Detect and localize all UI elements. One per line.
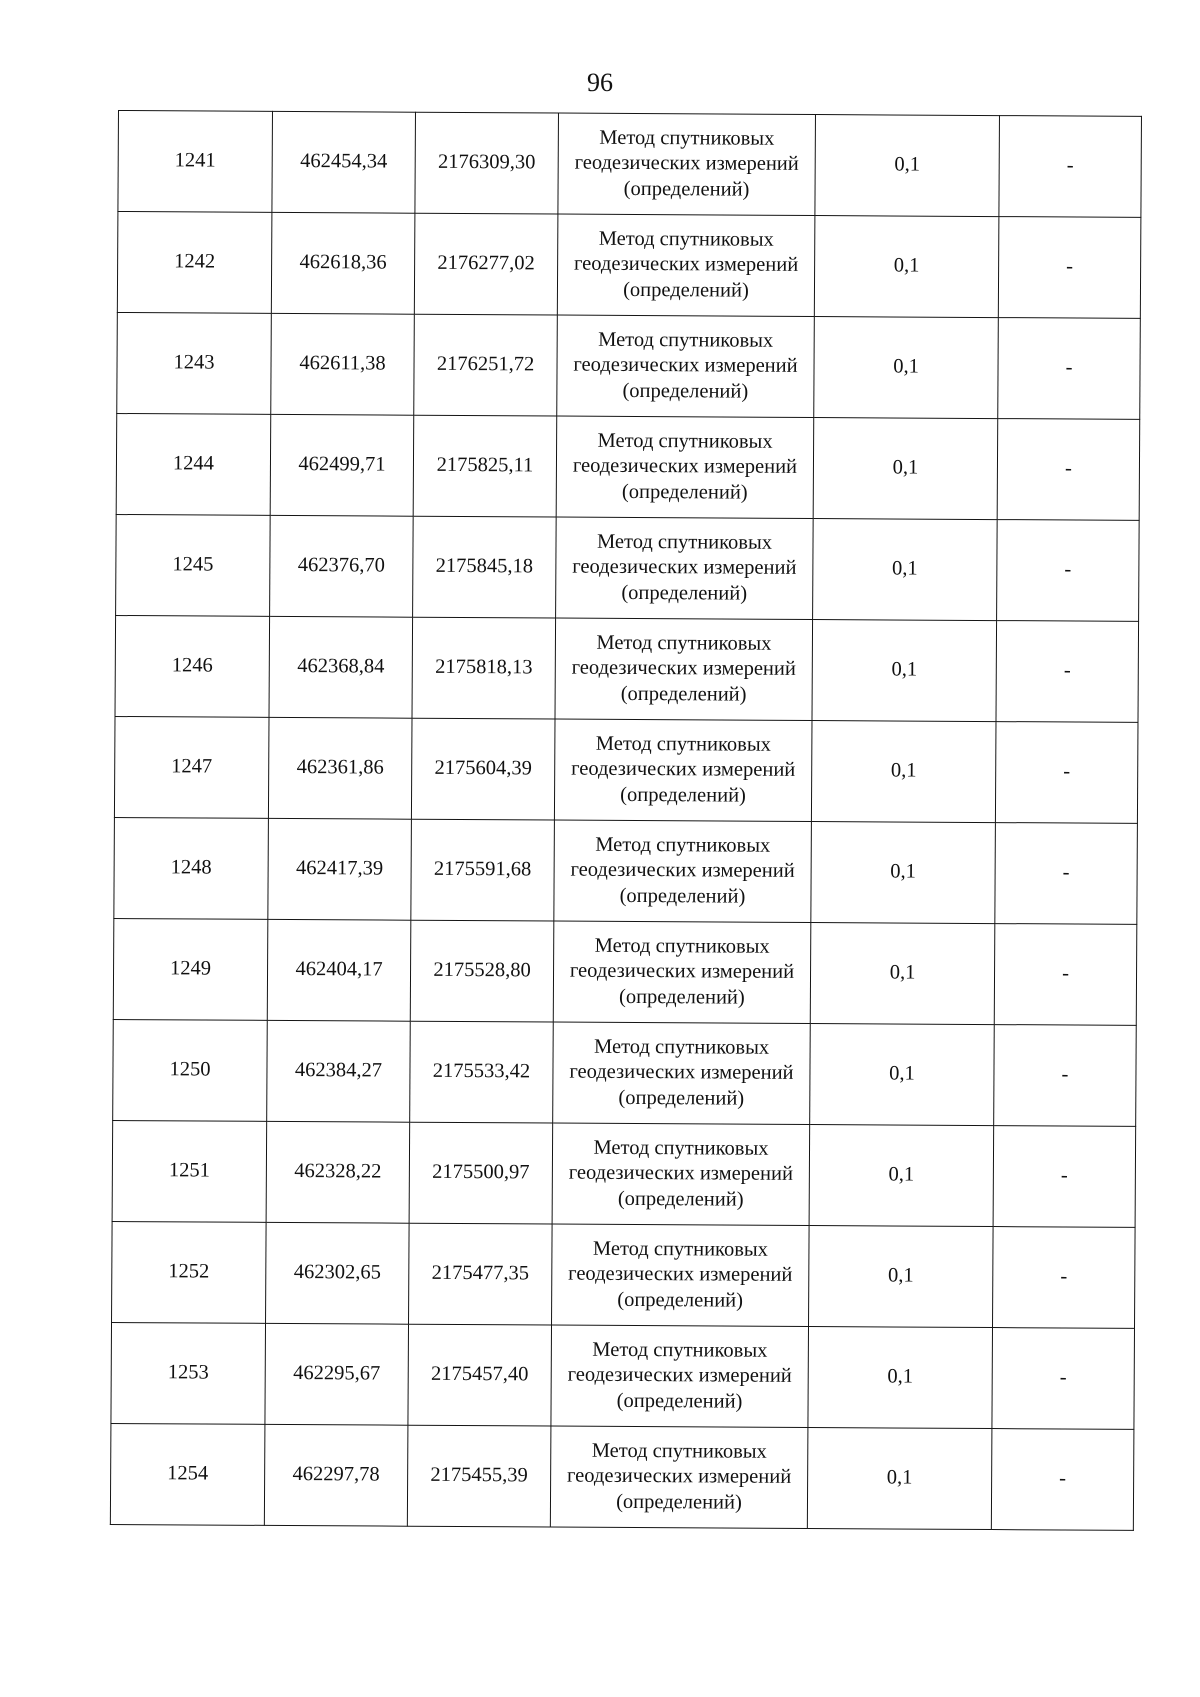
method-cell [555,618,813,720]
x-coordinate-cell: 462404,17 [267,919,411,1021]
point-number-cell: 1252 [112,1221,267,1323]
y-coordinate-cell: 2175604,39 [411,718,555,820]
method-cell [554,820,812,922]
page-number: 96 [587,68,613,97]
table-row [111,1322,1135,1429]
y-coordinate-cell: 2175500,97 [409,1122,553,1224]
point-number-cell: 1248 [114,817,269,919]
accuracy-cell: 0,1 [813,418,998,520]
x-coordinate-cell: 462499,71 [270,414,414,516]
accuracy-cell: 0,1 [813,519,998,621]
note-cell: - [998,318,1141,420]
method-line: (определений) [623,278,749,302]
accuracy-cell: 0,1 [809,1225,994,1327]
method-line: Метод спутниковых [591,1439,767,1463]
method-line: геодезических измерений [571,757,796,782]
method-line: Метод спутниковых [594,934,770,958]
coordinates-table [110,110,1142,1531]
method-line: (определений) [616,1389,743,1413]
note-cell: - [995,823,1138,925]
y-coordinate-cell: 2175528,80 [410,920,554,1022]
method-cell [551,1325,809,1427]
note-cell: - [998,217,1141,319]
point-number-cell: 1243 [117,312,272,414]
method-line: геодезических измерений [573,252,799,277]
method-line: (определений) [620,783,746,807]
y-coordinate-cell: 2175591,68 [411,819,555,921]
y-coordinate-cell: 2175825,11 [413,415,557,517]
method-cell [552,1123,810,1225]
method-line: Метод спутниковых [592,1237,769,1261]
method-cell [556,416,814,518]
x-coordinate-cell: 462302,65 [266,1222,410,1324]
y-coordinate-cell: 2175457,40 [408,1324,552,1426]
method-line: (определений) [621,581,748,605]
method-line: Метод спутниковых [597,429,773,453]
note-cell: - [997,520,1140,622]
x-coordinate-cell: 462361,86 [268,717,412,819]
x-coordinate-cell: 462295,67 [265,1323,409,1425]
point-number-cell: 1249 [113,918,268,1020]
table-row [117,312,1141,419]
note-cell: - [997,419,1140,521]
table-row [118,111,1142,218]
point-number-cell: 1242 [117,212,272,314]
method-line: Метод спутниковых [598,227,774,251]
method-line: Метод спутниковых [592,1338,768,1362]
point-number-cell: 1245 [116,514,271,616]
table-row [112,1221,1136,1328]
x-coordinate-cell: 462454,34 [272,111,416,213]
method-cell [553,1022,811,1124]
method-line: (определений) [617,1187,744,1211]
x-coordinate-cell: 462328,22 [266,1121,410,1223]
note-cell: - [991,1429,1134,1531]
table-row [116,413,1140,520]
note-cell: - [993,1227,1136,1329]
method-cell [554,719,812,821]
method-line: геодезических измерений [569,959,795,984]
table-row [110,1423,1134,1530]
accuracy-cell: 0,1 [808,1326,993,1428]
table-row [117,212,1141,319]
method-line: геодезических измерений [573,353,798,378]
point-number-cell: 1247 [114,716,269,818]
method-line: Метод спутниковых [599,126,775,150]
method-line: Метод спутниковых [593,1136,769,1160]
accuracy-cell: 0,1 [810,923,995,1025]
method-line: (определений) [618,1086,745,1110]
method-line: геодезических измерений [574,151,799,176]
accuracy-cell: 0,1 [809,1125,994,1227]
method-cell [556,517,814,619]
point-number-cell: 1241 [118,111,273,213]
x-coordinate-cell: 462368,84 [269,616,413,718]
note-cell: - [996,621,1139,723]
accuracy-cell: 0,1 [815,115,1000,217]
method-line: Метод спутниковых [595,732,771,756]
note-cell: - [994,1025,1137,1127]
method-line: (определений) [617,1288,744,1312]
method-cell [557,214,815,316]
x-coordinate-cell: 462297,78 [264,1424,408,1526]
y-coordinate-cell: 2175818,13 [412,617,556,719]
method-line: Метод спутниковых [596,631,772,655]
method-cell [557,315,815,417]
y-coordinate-cell: 2176309,30 [415,112,559,214]
method-line: геодезических измерений [570,858,795,883]
y-coordinate-cell: 2175845,18 [413,516,557,618]
method-cell [552,1224,810,1326]
y-coordinate-cell: 2176251,72 [414,314,558,416]
method-line: (определений) [622,379,749,403]
method-line: геодезических измерений [567,1363,792,1388]
point-number-cell: 1246 [115,615,270,717]
accuracy-cell: 0,1 [814,216,999,318]
point-number-cell: 1251 [112,1120,267,1222]
coordinates-table-body [110,111,1141,1531]
note-cell: - [994,924,1137,1026]
method-line: Метод спутниковых [598,328,774,352]
y-coordinate-cell: 2175477,35 [409,1223,553,1325]
x-coordinate-cell: 462618,36 [271,212,415,314]
method-line: (определений) [616,1490,742,1514]
method-line: Метод спутниковых [596,530,773,554]
table-row [113,918,1137,1025]
method-cell [558,113,816,215]
point-number-cell: 1254 [110,1423,265,1525]
accuracy-cell: 0,1 [811,822,996,924]
table-row [115,615,1139,722]
method-line: геодезических измерений [572,454,798,479]
method-line: (определений) [623,177,750,201]
method-line: (определений) [619,884,746,908]
y-coordinate-cell: 2175455,39 [407,1425,551,1527]
table-row [113,1019,1137,1126]
method-line: геодезических измерений [572,555,797,580]
x-coordinate-cell: 462384,27 [267,1020,411,1122]
table-row [114,817,1138,924]
method-line: геодезических измерений [568,1161,794,1186]
method-line: Метод спутниковых [595,833,771,857]
method-line: геодезических измерений [569,1060,794,1085]
note-cell: - [995,722,1138,824]
accuracy-cell: 0,1 [807,1427,992,1529]
method-line: (определений) [620,682,747,706]
y-coordinate-cell: 2176277,02 [414,213,558,315]
x-coordinate-cell: 462376,70 [270,515,414,617]
point-number-cell: 1244 [116,413,271,515]
method-cell [553,921,811,1023]
accuracy-cell: 0,1 [810,1024,995,1126]
table-row [116,514,1140,621]
table-row [114,716,1138,823]
accuracy-cell: 0,1 [814,317,999,419]
method-line: геодезических измерений [568,1262,793,1287]
accuracy-cell: 0,1 [811,721,996,823]
point-number-cell: 1253 [111,1322,266,1424]
accuracy-cell: 0,1 [812,620,997,722]
note-cell: - [993,1126,1136,1228]
point-number-cell: 1250 [113,1019,268,1121]
method-cell [550,1426,808,1528]
note-cell: - [999,116,1142,218]
table-row [112,1120,1136,1227]
y-coordinate-cell: 2175533,42 [410,1021,554,1123]
note-cell: - [992,1328,1135,1430]
method-line: геодезических измерений [566,1464,792,1489]
method-line: (определений) [621,480,748,504]
x-coordinate-cell: 462611,38 [271,313,415,415]
method-line: (определений) [618,985,745,1009]
method-line: Метод спутниковых [594,1035,770,1059]
method-line: геодезических измерений [571,656,796,681]
x-coordinate-cell: 462417,39 [268,818,412,920]
